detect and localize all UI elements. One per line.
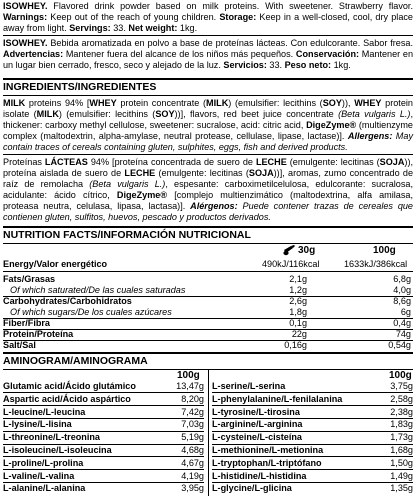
amino-value: 1,68g xyxy=(390,445,413,455)
amino-row xyxy=(212,445,413,456)
nutrition-row xyxy=(3,285,413,296)
amino-name: L-isoleucine/L-isoleucina xyxy=(3,445,112,455)
amino-row xyxy=(3,394,204,405)
nutrition-value-100g: 8,6g xyxy=(393,296,411,306)
divider xyxy=(3,226,413,228)
amino-name: L-proline/L-prolina xyxy=(3,457,84,468)
amino-value: 7,42g xyxy=(181,406,204,417)
nutrition-value-100g: 4,0g xyxy=(393,285,411,295)
amino-value: 4,67g xyxy=(181,457,204,468)
ingredients-es: Proteínas LÁCTEAS 94% [proteína concentrada de suero de LECHE (emulgente: lecitinas (SOJA)), proteína aislada de suero de LECHE (emulgente: lecitinas (SOJA))], aromas, zumo concentrado de raíz de remolacha (Beta vulgaris L.), espesante: carboximetilcelulosa, edulcorante: sucralosa, acidulante: ácido cítrico, DigeZyme® [complejo multienzimático (maltodextrina, alfa amilasa, proteasa neutra, celulasa, lipasa, lactasa)]. Alérgenos: Puede contener trazas de cereales que contienen gluten, sulfitos, huevos, pescado y productos derivados. xyxy=(3,157,414,222)
amino-row xyxy=(3,458,204,469)
nutrition-value-100g: 0,54g xyxy=(388,340,411,350)
amino-value: 3,75g xyxy=(390,381,413,391)
amino-value: 1,83g xyxy=(390,419,413,430)
amino-row xyxy=(212,407,413,418)
nutrition-label: Carbohydrates/Carbohidratos xyxy=(3,296,132,306)
amino-value: 8,20g xyxy=(181,393,204,404)
amino-value: 2,38g xyxy=(390,406,413,417)
amino-row xyxy=(3,419,204,430)
nutrition-label: Of which sugars/De los cuales azúcares xyxy=(10,307,172,317)
amino-name: Glutamic acid/Ácido glutámico xyxy=(3,381,136,391)
amino-name: L-tryptophan/L-triptófano xyxy=(212,457,322,468)
divider xyxy=(3,243,413,244)
nutrition-value-30g: 0,1g xyxy=(289,318,307,328)
nutrition-value-30g: 0,16g xyxy=(284,340,307,350)
amino-name: L-serine/L-serina xyxy=(212,381,286,391)
amino-row xyxy=(212,419,413,430)
description-es: ISOWHEY. Bebida aromatizada en polvo a base de proteínas lácteas. Con edulcorante. Sabor fresa. Advertencias: Mantener fuera del alcance de los niños más pequeños. Conservación: Mantener en un lugar bien cerrado, fresco, seco y alejado de la luz. Servicios: 33. Peso neto: 1kg. xyxy=(3,38,414,70)
amino-name: Aspartic acid/Ácido aspártico xyxy=(3,393,131,404)
nutrition-value-100g: 6,8g xyxy=(393,274,411,284)
amino-row xyxy=(3,445,204,456)
amino-name: L-valine/L-valina xyxy=(3,470,75,481)
nutrition-value-30g: 2,6g xyxy=(289,296,307,306)
amino-value: 1,49g xyxy=(390,470,413,481)
amino-name: L-methionine/L-metionina xyxy=(212,445,324,455)
amino-name: L-cysteine/L-cisteína xyxy=(212,432,302,443)
nutrition-value-100g: 6g xyxy=(400,307,411,317)
nutrition-row xyxy=(3,274,413,285)
amino-row xyxy=(3,432,204,443)
nutrition-label: Of which saturated/De las cuales saturadas xyxy=(10,285,186,295)
nutrition-value-30g: 2,1g xyxy=(289,274,307,284)
nutrition-row xyxy=(3,307,413,318)
nutrition-label: Fats/Grasas xyxy=(3,274,56,284)
amino-row xyxy=(212,432,413,443)
amino-name: L-phenylalanine/L-fenilalanina xyxy=(212,393,343,404)
nutrition-label: Fiber/Fibra xyxy=(3,318,50,328)
amino-row xyxy=(212,458,413,469)
divider xyxy=(3,352,413,354)
amino-row xyxy=(212,483,413,494)
nutrition-value-30g: 22g xyxy=(291,329,307,339)
amino-value: 1,73g xyxy=(390,432,413,443)
energy-100g: 1633kJ/386kcal xyxy=(344,259,408,269)
amino-value: 3,95g xyxy=(181,483,204,494)
nutrition-value-100g: 0,4g xyxy=(393,318,411,328)
nutrition-row xyxy=(3,329,413,340)
aminogram-title: AMINOGRAM/AMINOGRAMA xyxy=(3,355,148,367)
brand-en: ISOWHEY. xyxy=(3,1,48,11)
per-100g-col: 100g xyxy=(373,245,396,256)
nutrition-row xyxy=(3,340,413,351)
amino-value: 1,35g xyxy=(390,483,413,494)
amino-value: 4,19g xyxy=(181,470,204,481)
divider xyxy=(3,35,413,36)
amino-name: L-histidine/L-histidina xyxy=(212,470,307,481)
serving-size-col: 30g xyxy=(298,245,316,256)
amino-row xyxy=(3,471,204,482)
description-en: ISOWHEY. Flavored drink powder based on milk proteins. With sweetener. Strawberry flavor. Warnings: Keep out of the reach of young children. Storage: Keep in a well-closed, cool, dry place away from light. Servings: 33. Net weight: 1kg. xyxy=(3,1,413,33)
nutrition-row xyxy=(3,318,413,329)
nutrition-value-100g: 74g xyxy=(395,329,411,339)
divider xyxy=(3,271,413,272)
nutrition-value-30g: 1,8g xyxy=(289,307,307,317)
amino-row xyxy=(3,381,204,392)
amino-name: L-threonine/L-treonina xyxy=(3,432,100,443)
amino-name: L-leucine/L-leucina xyxy=(3,406,86,417)
amino-name: L-arginine/L-arginina xyxy=(212,419,303,430)
amino-row xyxy=(212,471,413,482)
amino-value: 13,47g xyxy=(176,381,204,391)
column-divider xyxy=(208,370,209,496)
amino-value: 2,58g xyxy=(390,393,413,404)
amino-row xyxy=(212,381,413,392)
amino-name: L-glycine/L-glicina xyxy=(212,483,292,494)
nutrition-label: Protein/Proteína xyxy=(3,329,74,339)
nutrition-label: Salt/Sal xyxy=(3,340,36,350)
amino-name: L-lysine/L-lisina xyxy=(3,419,72,430)
amino-row xyxy=(3,483,204,494)
amino-value: 4,68g xyxy=(181,445,204,455)
divider xyxy=(3,154,413,155)
energy-label: Energy/Valor energético xyxy=(3,259,108,269)
ingredients-title: INGREDIENTS/INGREDIENTES xyxy=(3,81,157,93)
amino-value: 5,19g xyxy=(181,432,204,443)
amino-value: 7,03g xyxy=(181,419,204,430)
divider xyxy=(3,78,413,80)
nutrition-row xyxy=(3,296,413,307)
brand-es: ISOWHEY. xyxy=(3,38,48,48)
amino-row xyxy=(212,394,413,405)
amino-name: L-alanine/L-alanina xyxy=(3,483,86,494)
energy-30g: 490kJ/116kcal xyxy=(262,259,320,269)
amino-name: L-tyrosine/L-tirosina xyxy=(212,406,300,417)
scoop-icon xyxy=(283,245,295,256)
aminogram-col-right: 100g xyxy=(389,370,412,381)
nutrition-value-30g: 1,2g xyxy=(289,285,307,295)
nutrition-title: NUTRITION FACTS/INFORMACIÓN NUTRICIONAL xyxy=(3,229,251,241)
amino-row xyxy=(3,407,204,418)
ingredients-en: MILK proteins 94% [WHEY protein concentrate (MILK) (emulsifier: lecithins (SOY)), WHEY protein isolate (MILK) (emulsifier: lecithins (SOY))], flavors, red beet juice concentrate (Beta vulgaris L.), thickener: carboxy methyl cellulose, sweetener: sucralose, acid: citric acid, DigeZyme® (multienzyme complex (maltodextrin, alpha-amylase, neutral protease, cellulase, lipase, lactase)]. Allergens: May contain traces of cereals containing gluten, sulphites, eggs, fish and derived products. xyxy=(3,98,413,152)
amino-value: 1,50g xyxy=(390,457,413,468)
divider xyxy=(3,95,413,96)
aminogram-col-left: 100g xyxy=(177,370,200,381)
